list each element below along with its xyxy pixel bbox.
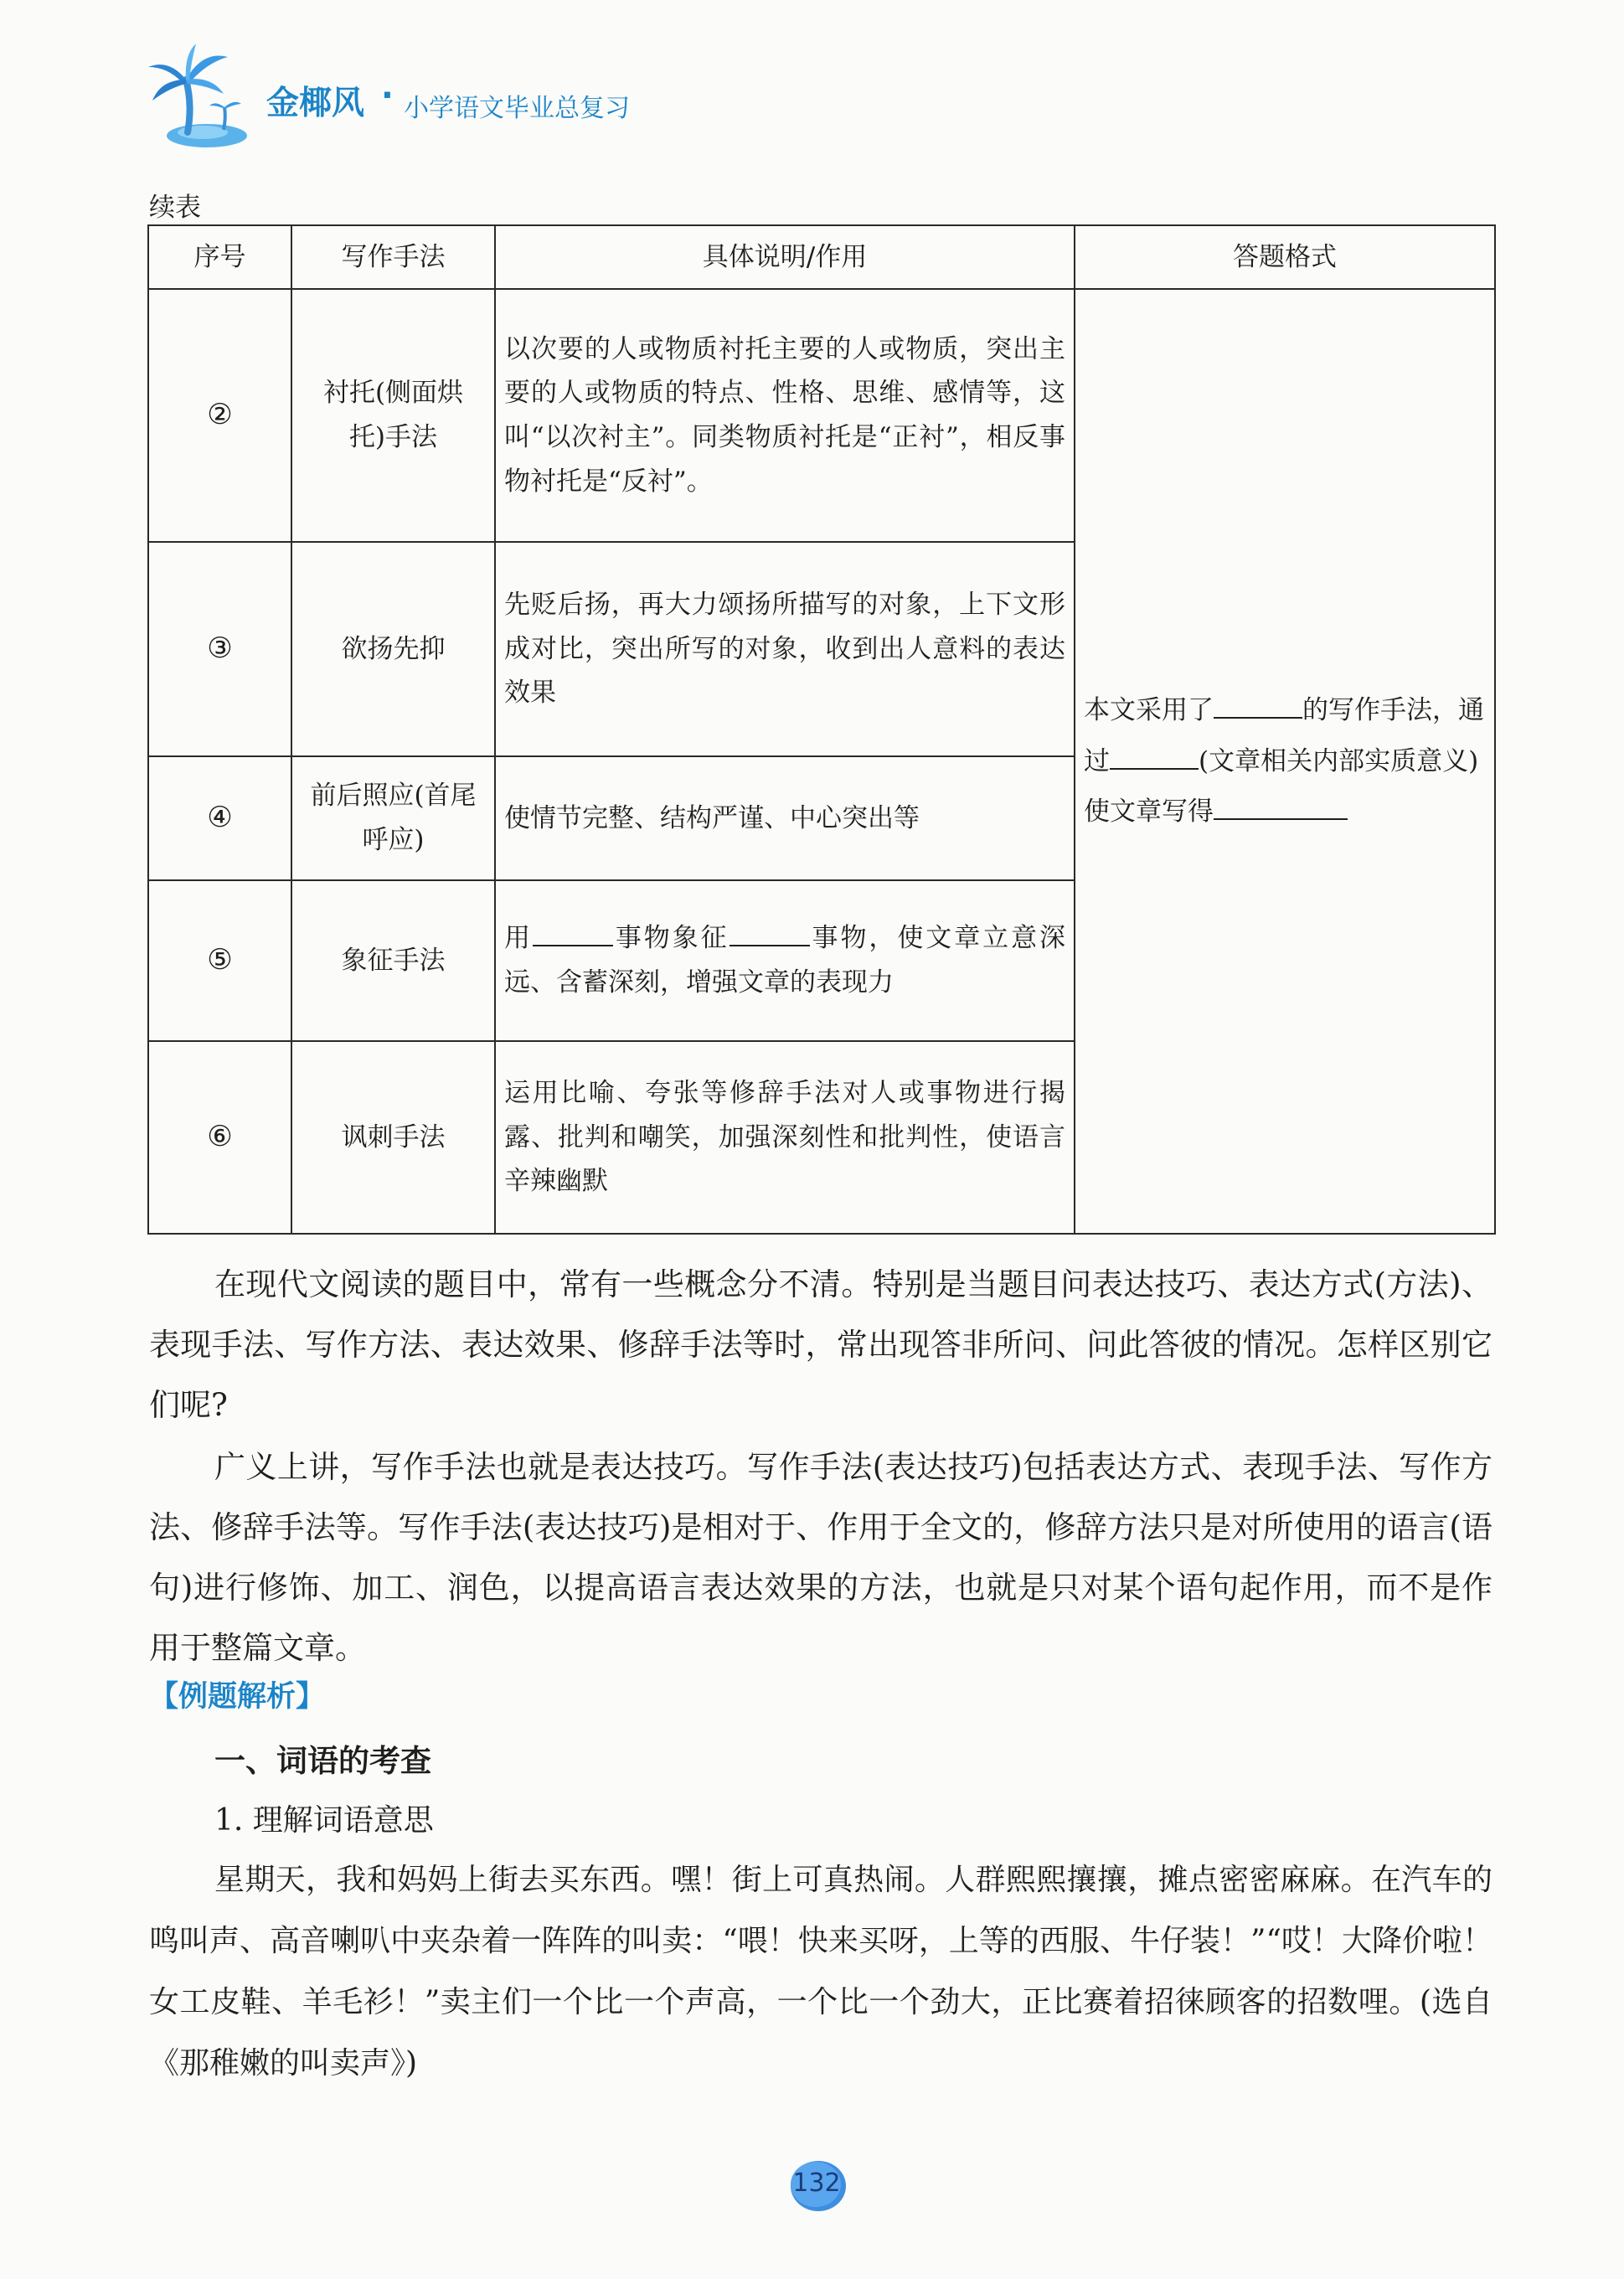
header-method: 写作手法	[291, 225, 495, 289]
header-number: 序号	[148, 225, 291, 289]
paragraph-definition: 广义上讲，写作手法也就是表达技巧。写作手法(表达技巧)包括表达方式、表现手法、写作方法、修辞手法等。写作手法(表达技巧)是相对于、作用于全文的，修辞方法只是对所使用的语言(语句)进行修饰、加工、润色，以提高语言表达效果的方法，也就是只对某个语句起作用，而不是作用于整篇文章。	[149, 1449, 1493, 1666]
row-method: 前后照应(首尾呼应)	[291, 756, 495, 880]
row-description: 以次要的人或物质衬托主要的人或物质，突出主要的人或物质的特点、性格、思维、感情等，这叫“以次衬主”。同类物质衬托是“正衬”，相反事物衬托是“反衬”。	[495, 289, 1075, 542]
row-number: ③	[148, 542, 291, 756]
format-text-2: 的写作手法，通过	[1084, 695, 1484, 776]
table-header-row	[148, 225, 1495, 289]
row-description: 先贬后扬，再大力颂扬所描写的对象，上下文形成对比，突出所写的对象，收到出人意料的表达效果	[495, 542, 1075, 756]
answer-blank	[1214, 691, 1302, 719]
row-method: 欲扬先抑	[291, 542, 495, 756]
row-method: 讽刺手法	[291, 1041, 495, 1234]
row-method: 衬托(侧面烘托)手法	[291, 289, 495, 542]
row-number: ④	[148, 756, 291, 880]
desc-part-c: 事物，使文章立意深远、含蓄深刻，增强文章的表现力	[504, 923, 1066, 998]
answer-blank	[533, 919, 613, 946]
desc-part-a: 用	[504, 923, 533, 954]
example-analysis-heading: 【例题解析】	[149, 1680, 326, 1714]
row-number: ②	[148, 289, 291, 542]
header-answer-format: 答题格式	[1075, 225, 1495, 289]
header-description: 具体说明/作用	[495, 225, 1075, 289]
format-text-3: (文章相关内部实质意义)使文章写得	[1084, 745, 1479, 828]
table-row	[148, 289, 1495, 542]
row-description: 使情节完整、结构严谨、中心突出等	[495, 756, 1075, 880]
row-number: ⑤	[148, 880, 291, 1041]
palm-island-logo	[144, 42, 249, 151]
row-description: 运用比喻、夸张等修辞手法对人或事物进行揭露、批判和嘲笑，加强深刻性和批判性，使语言辛辣幽默	[495, 1041, 1075, 1234]
answer-format-cell	[1075, 289, 1495, 1234]
book-subtitle: 小学语文毕业总复习	[404, 94, 630, 123]
row-description	[495, 880, 1075, 1041]
row-method: 象征手法	[291, 880, 495, 1041]
desc-part-b: 事物象征	[612, 923, 730, 954]
continued-table-label: 续表	[149, 193, 201, 223]
format-text-1: 本文采用了	[1084, 695, 1214, 726]
answer-blank	[1214, 792, 1348, 820]
row-number: ⑥	[148, 1041, 291, 1234]
page-number-badge	[786, 2154, 848, 2216]
writing-methods-table	[147, 224, 1496, 1235]
section-heading: 一、词语的考查	[214, 1743, 431, 1779]
page-number: 132	[792, 2168, 841, 2198]
reading-passage: 星期天，我和妈妈上街去买东西。嘿！街上可真热闹。人群熙熙攘攘，摊点密密麻麻。在汽车的鸣叫声、高音喇叭中夹杂着一阵阵的叫卖：“喂！快来买呀，上等的西服、牛仔装！”“哎！大降价啦！女工皮鞋、羊毛衫！”卖主们一个比一个声高，一个比一个劲大，正比赛着招徕顾客的招数哩。(选自《那稚嫩的叫卖声》)	[149, 1863, 1493, 2080]
brand-separator: ·	[381, 77, 394, 115]
answer-blank	[730, 919, 810, 946]
paragraph-concepts: 在现代文阅读的题目中，常有一些概念分不清。特别是当题目问表达技巧、表达方式(方法)、表现手法、写作方法、表达效果、修辞手法等时，常出现答非所问、问此答彼的情况。怎样区别它们呢?	[149, 1266, 1493, 1423]
brand-name: 金椰风	[266, 85, 365, 122]
answer-blank	[1110, 742, 1199, 770]
sub-heading: 1. 理解词语意思	[214, 1803, 434, 1838]
